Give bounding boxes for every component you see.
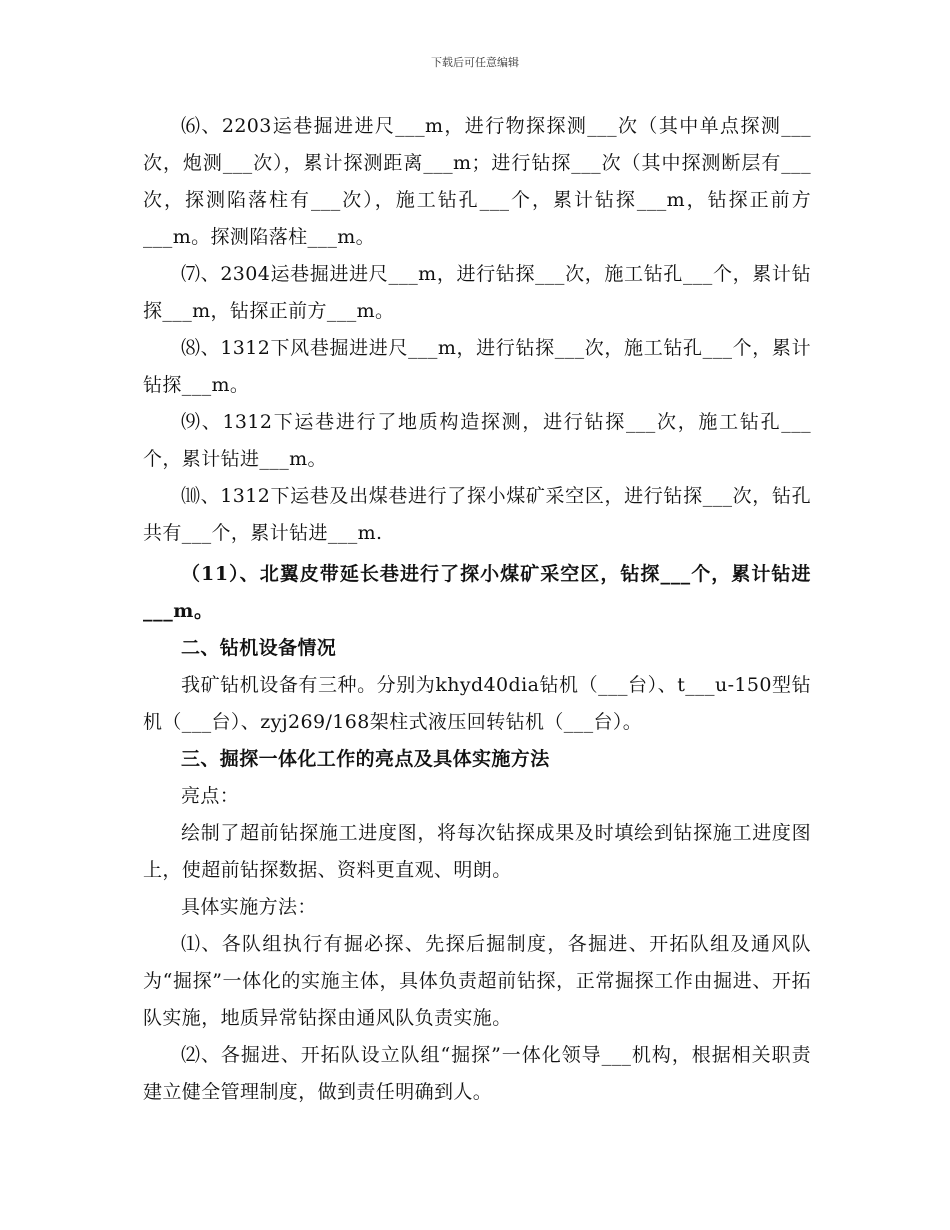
- paragraph-item-7: ⑺、2304运巷掘进进尺___m，进行钻探___次，施工钻孔___个，累计钻探___m，钻探正前方___m。: [143, 263, 811, 322]
- page-header: 下载后可任意编辑: [431, 56, 519, 69]
- paragraph-item-6: ⑹、2203运巷掘进进尺___m，进行物探探测___次（其中单点探测___次，炮测___次），累计探测距离___m；进行钻探___次（其中探测断层有___次，探测陷落柱有___次），施工钻孔___个，累计钻探___m，钻探正前方___m。探测陷落柱___m。: [143, 115, 811, 248]
- paragraph-highlights: 绘制了超前钻探施工进度图，将每次钻探成果及时填绘到钻探施工进度图上，使超前钻探数据、资料更直观、明朗。: [143, 822, 811, 881]
- section-heading-3: 三、掘探一体化工作的亮点及具体实施方法: [181, 748, 550, 770]
- paragraph-item-11: （11）、北翼皮带延长巷进行了探小煤矿采空区，钻探___个，累计钻进___m。: [143, 563, 811, 622]
- subheading-methods: 具体实施方法：: [181, 896, 317, 918]
- subheading-highlights: 亮点：: [181, 785, 240, 807]
- paragraph-drill-equipment: 我矿钻机设备有三种。分别为khyd40dia钻机（___台）、t___u-150型钻机（___台）、zyj269/168架柱式液压回转钻机（___台）。: [143, 674, 811, 733]
- section-heading-2: 二、钻机设备情况: [181, 637, 337, 659]
- paragraph-item-9: ⑼、1312下运巷进行了地质构造探测，进行钻探___次，施工钻孔___个，累计钻进___m。: [143, 411, 811, 470]
- paragraph-method-1: ⑴、各队组执行有掘必探、先探后掘制度，各掘进、开拓队组及通风队为“掘探”一体化的实施主体，具体负责超前钻探，正常掘探工作由掘进、开拓队实施，地质异常钻探由通风队负责实施。: [143, 933, 811, 1029]
- paragraph-item-8: ⑻、1312下风巷掘进进尺___m，进行钻探___次，施工钻孔___个，累计钻探___m。: [143, 337, 811, 396]
- document-body: [143, 108, 811, 1111]
- paragraph-method-2: ⑵、各掘进、开拓队设立队组“掘探”一体化领导___机构，根据相关职责建立健全管理制度，做到责任明确到人。: [143, 1044, 811, 1103]
- paragraph-item-10: ⑽、1312下运巷及出煤巷进行了探小煤矿采空区，进行钻探___次，钻孔共有___个，累计钻进___m.: [143, 485, 811, 544]
